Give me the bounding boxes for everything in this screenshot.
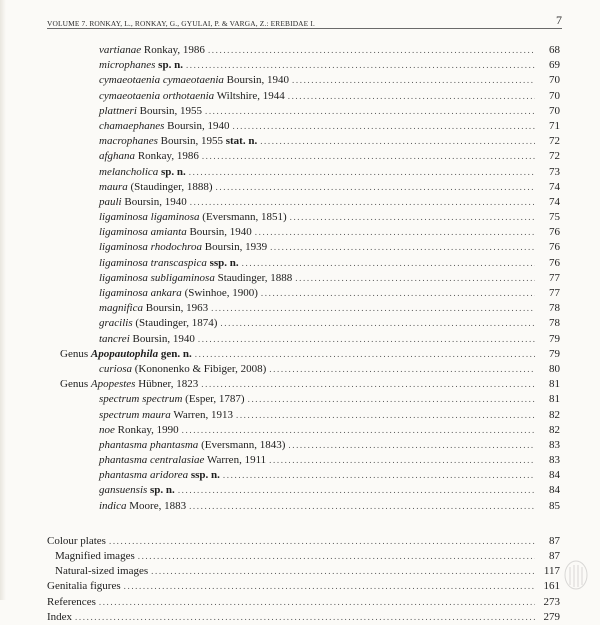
dot-leader [220, 316, 535, 331]
toc-page-number: 81 [549, 378, 560, 391]
toc-entry-label-part: ligaminosa subligaminosa [99, 271, 215, 284]
toc-entry-section [47, 610, 560, 625]
toc-entry-label-part: ligaminosa transcaspica [99, 256, 207, 269]
toc-entry-label-part: Magnified images [55, 550, 135, 562]
dot-leader [189, 499, 535, 514]
toc-entry-label-part: (Eversmann, 1843) [198, 438, 286, 451]
toc-entry-species [47, 58, 560, 73]
toc-entry-label-part: Boursin, 1940 [186, 226, 252, 239]
toc-page-number: 85 [549, 499, 560, 512]
dot-leader [295, 271, 535, 286]
dot-leader [288, 89, 535, 104]
toc-page-number: 83 [549, 454, 560, 467]
toc-entry-label-part: Moore, 1883 [126, 499, 187, 512]
toc-entry-label [99, 286, 258, 301]
toc-entry-label-part: Genus [60, 347, 91, 360]
toc-entry-species [47, 438, 560, 453]
toc-entry-label-part: (Swinhoe, 1900) [181, 287, 258, 299]
toc-entry-label-part: Boursin, 1955 [157, 135, 226, 148]
toc-page-number: 84 [549, 484, 560, 497]
toc-entry-label-part: ligaminosa amianta [99, 226, 187, 239]
toc-entry-label [99, 43, 205, 58]
toc-entry-label-part: noe [99, 423, 115, 436]
dot-leader [236, 408, 535, 423]
toc-entry-label [99, 225, 252, 240]
toc-entry-label-part: cymaeotaenia cymaeotaenia [99, 74, 224, 87]
toc-entry-label [99, 423, 179, 438]
toc-entry-label-part: ligaminosa rhodochroa [99, 241, 202, 254]
toc-entry-species [47, 165, 560, 180]
toc-entry-section [47, 534, 560, 549]
toc-entry-species [47, 316, 560, 331]
toc-entry-label-part: vartianae [99, 44, 142, 56]
toc-page-number: 74 [549, 195, 560, 208]
toc-entry-label-part: macrophanes [99, 135, 158, 148]
toc-page-number: 73 [549, 165, 560, 178]
toc-entry-species [47, 392, 560, 407]
toc-entry-genus [47, 347, 560, 362]
toc-page-number: 71 [549, 119, 560, 132]
toc-entry-label-part: Ronkay, 1990 [114, 423, 179, 436]
toc-entry-label-part: spectrum maura [99, 408, 171, 421]
toc-entry-label-part: sp. n. [155, 59, 183, 72]
toc-entry-label [99, 316, 217, 331]
toc-entry-label-part: (Esper, 1787) [182, 393, 245, 406]
dot-leader [190, 195, 535, 210]
toc-entry-label-part: Boursin, 1940 [164, 119, 230, 132]
toc-entry-species [47, 240, 560, 255]
toc-page-number: 70 [549, 89, 560, 102]
toc-page-number: 81 [549, 393, 560, 406]
toc-entry-label [99, 240, 267, 255]
toc-entry-species [47, 468, 560, 483]
toc-entry-species [47, 119, 560, 134]
toc-entry-label-part: sp. n. [158, 165, 186, 178]
dot-leader [124, 579, 535, 594]
toc-entry-species [47, 362, 560, 377]
toc-entry-label [99, 165, 186, 180]
toc-entry-label [99, 256, 239, 271]
toc-entry-label-part: Hübner, 1823 [135, 378, 199, 391]
toc-entry-genus [47, 377, 560, 392]
toc-page-number: 117 [543, 565, 560, 578]
dot-leader [138, 549, 535, 564]
toc-page-number: 70 [549, 104, 560, 117]
toc-entry-label-part: Colour plates [47, 534, 106, 547]
toc-entry-label-part: Warren, 1913 [170, 408, 233, 421]
dot-leader [151, 564, 535, 579]
dot-leader [261, 286, 535, 301]
toc-entry-species [47, 180, 560, 195]
toc-entry-label-part: (Kononenko & Fibiger, 2008) [132, 362, 267, 375]
toc-entry-species [47, 210, 560, 225]
page-gutter [0, 0, 6, 600]
toc-entry-label-part: curiosa [99, 362, 132, 375]
toc-entry-label [99, 408, 233, 423]
toc-entry-label-part: phantasma centralasiae [99, 454, 205, 467]
toc-entry-label-part: Boursin, 1940 [223, 74, 290, 87]
toc-entry-label [60, 347, 192, 362]
toc-entry-label-part: spectrum spectrum [99, 393, 183, 406]
library-stamp-icon [562, 555, 590, 591]
toc-entry-label-part: pauli [99, 195, 122, 208]
toc-entry-species [47, 104, 560, 119]
toc-entry-subsection [47, 549, 560, 564]
toc-entry-species [47, 89, 560, 104]
toc-gap [47, 514, 560, 534]
toc-entry-label-part: sp. n. [147, 484, 175, 497]
toc-entry-species [47, 73, 560, 88]
toc-entry-label-part: Natural-sized images [55, 565, 149, 578]
toc-entry-label-part: ssp. n. [206, 256, 239, 269]
toc-entry-label-part: phantasma phantasma [99, 438, 199, 451]
toc-entry-label-part: Staudinger, 1888 [214, 271, 293, 284]
toc-entry-label [99, 119, 229, 134]
toc-entry-label [99, 134, 257, 149]
toc-entry-species [47, 453, 560, 468]
toc-page-number: 82 [549, 423, 560, 436]
toc-entry-label [99, 195, 187, 210]
toc-page-number: 80 [549, 362, 560, 375]
toc-page-number: 76 [549, 241, 560, 254]
dot-leader [109, 534, 535, 549]
toc-entry-label-part: indica [99, 499, 127, 512]
toc-entry-label-part: ligaminosa ligaminosa [99, 211, 200, 224]
toc-entry-label-part: microphanes [99, 59, 156, 72]
toc-entry-species [47, 483, 560, 498]
toc-entry-label-part: Ronkay, 1986 [141, 44, 205, 56]
toc-entry-label-part: Wiltshire, 1944 [214, 89, 285, 102]
toc-entry-label-part: plattneri [99, 104, 137, 117]
toc-entry-label-part: (Eversmann, 1851) [199, 211, 287, 224]
toc-page-number: 79 [549, 347, 560, 360]
dot-leader [255, 225, 535, 240]
toc-entry-label-part: maura [99, 180, 128, 193]
toc-entry-label-part: ssp. n. [188, 469, 220, 482]
dot-leader [182, 423, 535, 438]
dot-leader [216, 180, 535, 195]
dot-leader [292, 73, 535, 88]
toc-entry-species [47, 225, 560, 240]
dot-leader [242, 256, 535, 271]
dot-leader [232, 119, 535, 134]
toc-page-number: 77 [549, 271, 560, 284]
toc-entry-label [99, 453, 266, 468]
toc-entry-species [47, 43, 560, 58]
dot-leader [189, 165, 535, 180]
toc-entry-label-part: chamaephanes [99, 119, 165, 132]
toc-entry-label [99, 438, 285, 453]
dot-leader [223, 468, 535, 483]
toc-entry-label [55, 549, 135, 564]
toc-entry-species [47, 271, 560, 286]
toc-entry-species [47, 256, 560, 271]
toc-entry-species [47, 195, 560, 210]
toc-entry-species [47, 149, 560, 164]
toc-entry-species [47, 423, 560, 438]
toc-page-number: 84 [549, 469, 560, 482]
dot-leader [195, 347, 535, 362]
toc-entry-label [60, 377, 198, 392]
toc-page-number: 76 [549, 226, 560, 239]
toc-entry-label [99, 483, 175, 498]
toc-page-number: 74 [549, 180, 560, 193]
dot-leader [269, 453, 535, 468]
toc-page-number: 70 [549, 74, 560, 87]
dot-leader [288, 438, 535, 453]
table-of-contents [47, 43, 560, 625]
running-header [47, 13, 562, 28]
toc-entry-label-part: Genus [60, 378, 91, 391]
toc-page-number: 83 [549, 438, 560, 451]
toc-page-number: 78 [549, 317, 560, 330]
toc-entry-label-part: phantasma aridorea [99, 469, 189, 482]
toc-entry-label-part: stat. n. [225, 135, 258, 148]
toc-entry-label-part: Boursin, 1963 [143, 302, 209, 315]
toc-entry-label-part: (Staudinger, 1874) [132, 317, 218, 330]
toc-page-number: 79 [549, 332, 560, 345]
toc-entry-species [47, 286, 560, 301]
toc-back-matter-list [47, 534, 560, 625]
toc-entry-subsection [47, 564, 560, 579]
toc-entry-label-part: melancholica [99, 165, 159, 178]
toc-page-number: 75 [549, 211, 560, 224]
toc-page-number: 69 [549, 59, 560, 72]
toc-entry-label [99, 104, 202, 119]
header-rule [47, 28, 562, 29]
toc-taxa-list [47, 43, 560, 514]
dot-leader [269, 362, 535, 377]
toc-entry-section [47, 595, 560, 610]
toc-entry-label-part: Boursin, 1955 [136, 104, 202, 117]
toc-entry-label-part: tancrei [99, 332, 130, 345]
toc-entry-label [99, 210, 287, 225]
toc-entry-label-part: ligaminosa ankara [99, 287, 182, 299]
toc-entry-label [99, 180, 213, 195]
dot-leader [211, 301, 535, 316]
toc-page-number: 87 [549, 534, 560, 547]
dot-leader [201, 377, 535, 392]
toc-entry-label [99, 392, 245, 407]
toc-page-number: 76 [549, 256, 560, 269]
toc-entry-label [99, 468, 220, 483]
toc-entry-label-part: References [47, 595, 96, 608]
toc-entry-label-part: Ronkay, 1986 [135, 150, 199, 163]
toc-entry-label-part: Boursin, 1940 [121, 195, 187, 208]
toc-entry-label [47, 579, 121, 594]
toc-entry-species [47, 134, 560, 149]
toc-entry-label-part: cymaeotaenia orthotaenia [99, 89, 215, 102]
toc-entry-species [47, 301, 560, 316]
toc-page-number: 87 [549, 550, 560, 562]
toc-entry-label-part: Boursin, 1939 [201, 241, 268, 254]
dot-leader [270, 240, 535, 255]
toc-entry-label [99, 73, 289, 88]
toc-entry-label-part: gansuensis [99, 484, 148, 497]
dot-leader [290, 210, 535, 225]
toc-page-number: 72 [549, 150, 560, 163]
toc-page-number: 82 [549, 408, 560, 421]
toc-page-number: 273 [543, 595, 560, 608]
toc-entry-label [55, 564, 148, 579]
toc-entry-label-part: Index [47, 610, 73, 623]
toc-page-number: 161 [543, 580, 560, 593]
dot-leader [198, 332, 535, 347]
toc-entry-label-part: Genitalia figures [47, 580, 121, 593]
toc-entry-label-part: afghana [99, 150, 136, 163]
toc-entry-label [99, 499, 186, 514]
page-number: 7 [556, 13, 562, 27]
toc-entry-label [47, 610, 72, 625]
toc-entry-label-part: (Staudinger, 1888) [127, 180, 213, 193]
running-head-text: VOLUME 7. RONKAY, L., RONKAY, G., GYULAI, P. & VARGA, Z.: EREBIDAE I. [47, 19, 315, 28]
dot-leader [186, 58, 535, 73]
dot-leader [248, 392, 535, 407]
dot-leader [205, 104, 535, 119]
toc-page-number: 68 [549, 44, 560, 56]
toc-entry-label [99, 58, 183, 73]
toc-entry-label-part: gracilis [99, 317, 133, 330]
dot-leader [260, 134, 535, 149]
toc-entry-label-part: Apopautophila [90, 347, 159, 360]
toc-page-number: 77 [549, 287, 560, 299]
toc-entry-label [47, 534, 106, 549]
toc-page-number: 72 [549, 135, 560, 148]
toc-entry-label-part: Warren, 1911 [204, 454, 267, 467]
toc-entry-label [99, 362, 266, 377]
dot-leader [99, 595, 535, 610]
toc-entry-label [99, 301, 208, 316]
toc-entry-label [99, 89, 285, 104]
toc-page-number: 279 [543, 610, 560, 623]
toc-entry-label-part: Boursin, 1940 [129, 332, 195, 345]
toc-entry-label-part: gen. n. [158, 347, 192, 360]
toc-entry-species [47, 408, 560, 423]
dot-leader [202, 149, 535, 164]
toc-entry-label-part: Apopestes [90, 378, 136, 391]
dot-leader [208, 43, 535, 58]
toc-entry-species [47, 332, 560, 347]
toc-page-number: 78 [549, 302, 560, 315]
toc-entry-label-part: magnifica [99, 302, 143, 315]
toc-entry-species [47, 499, 560, 514]
toc-entry-section [47, 579, 560, 594]
dot-leader [178, 483, 535, 498]
toc-entry-label [99, 271, 292, 286]
toc-entry-label [47, 595, 96, 610]
toc-entry-label [99, 149, 199, 164]
dot-leader [75, 610, 535, 625]
toc-entry-label [99, 332, 195, 347]
